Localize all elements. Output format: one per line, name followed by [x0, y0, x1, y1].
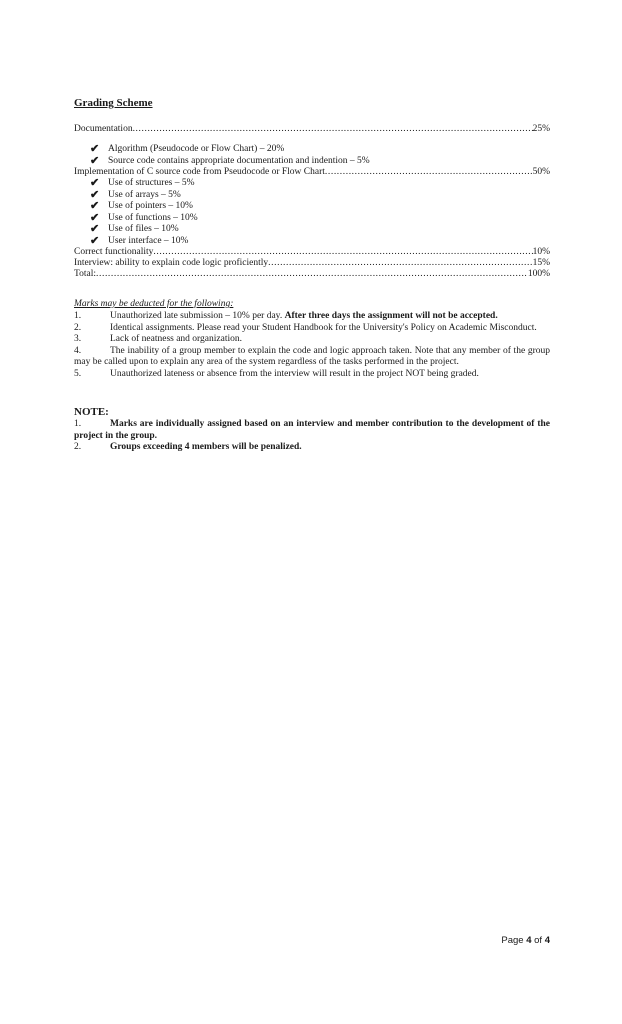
grading-scheme-heading: Grading Scheme: [74, 97, 153, 109]
deductions-section: [74, 299, 550, 380]
check-icon: ✔: [90, 188, 100, 201]
leader-dots: [96, 269, 528, 280]
list-item: 3. Lack of neatness and organization.: [74, 334, 242, 344]
implementation-items: [74, 178, 550, 247]
check-icon: ✔: [90, 154, 100, 167]
list-item: 1. Unauthorized late submission – 10% per day. After three days the assignment will not be accepted.: [74, 311, 498, 321]
documentation-label: Documentation: [74, 124, 133, 134]
list-item: ✔ Use of pointers – 10%: [90, 200, 193, 212]
documentation-row: [74, 124, 550, 135]
leader-dots: [268, 258, 532, 269]
interview-row: [74, 258, 550, 269]
list-item: ✔ Algorithm (Pseudocode or Flow Chart) – 20%: [90, 143, 285, 155]
functionality-label: Correct functionality: [74, 247, 154, 257]
list-item: ✔ Use of functions – 10%: [90, 211, 198, 224]
list-item: 5. Unauthorized lateness or absence from the interview will result in the project NOT being graded.: [74, 368, 479, 379]
list-item: 4. The inability of a group member to explain the code and logic approach taken. Note that any member of the group may be called upon to explain any area of the system regardless of the tasks performed in the project.: [74, 345, 550, 367]
implementation-row: [74, 167, 550, 178]
functionality-row: [74, 247, 550, 258]
list-item: 1. Marks are individually assigned based on an interview and member contribution to the development of the project in the group.: [74, 419, 550, 441]
leader-dots: [153, 247, 532, 258]
check-icon: ✔: [90, 234, 100, 247]
check-icon: ✔: [90, 223, 100, 235]
total-row: [74, 269, 550, 280]
note-section: [74, 406, 550, 454]
list-item: 2. Identical assignments. Please read your Student Handbook for the University's Policy on Academic Misconduct.: [74, 322, 537, 333]
check-icon: ✔: [90, 143, 100, 155]
implementation-value: 50%: [532, 167, 550, 177]
list-item: ✔ Use of arrays – 5%: [90, 188, 181, 201]
functionality-value: 10%: [532, 247, 550, 257]
list-item: 2. Groups exceeding 4 members will be penalized.: [74, 442, 302, 452]
documentation-value: 25%: [532, 124, 550, 134]
leader-dots: [325, 167, 533, 178]
note-title: NOTE:: [74, 406, 109, 418]
total-value: 100%: [527, 269, 550, 279]
list-item: ✔ Use of files – 10%: [90, 223, 179, 235]
list-item: ✔ Use of structures – 5%: [90, 177, 195, 189]
deductions-title: Marks may be deducted for the following:: [74, 299, 234, 309]
list-item: ✔ User interface – 10%: [90, 234, 189, 247]
documentation-items: [74, 144, 550, 167]
total-label: Total:: [74, 269, 97, 279]
interview-value: 15%: [532, 258, 550, 268]
note-list: [74, 419, 550, 454]
interview-label: Interview: ability to explain code logic proficiently: [74, 258, 269, 268]
list-item: ✔ Source code contains appropriate documentation and indention – 5%: [90, 154, 370, 167]
implementation-label: Implementation of C source code from Pseudocode or Flow Chart: [74, 167, 325, 177]
deductions-list: [74, 311, 550, 380]
document-page: [74, 97, 550, 454]
check-icon: ✔: [90, 200, 100, 212]
page-number: Page 4 of 4: [501, 935, 550, 946]
check-icon: ✔: [90, 211, 100, 224]
leader-dots: [133, 124, 533, 135]
check-icon: ✔: [90, 177, 100, 189]
